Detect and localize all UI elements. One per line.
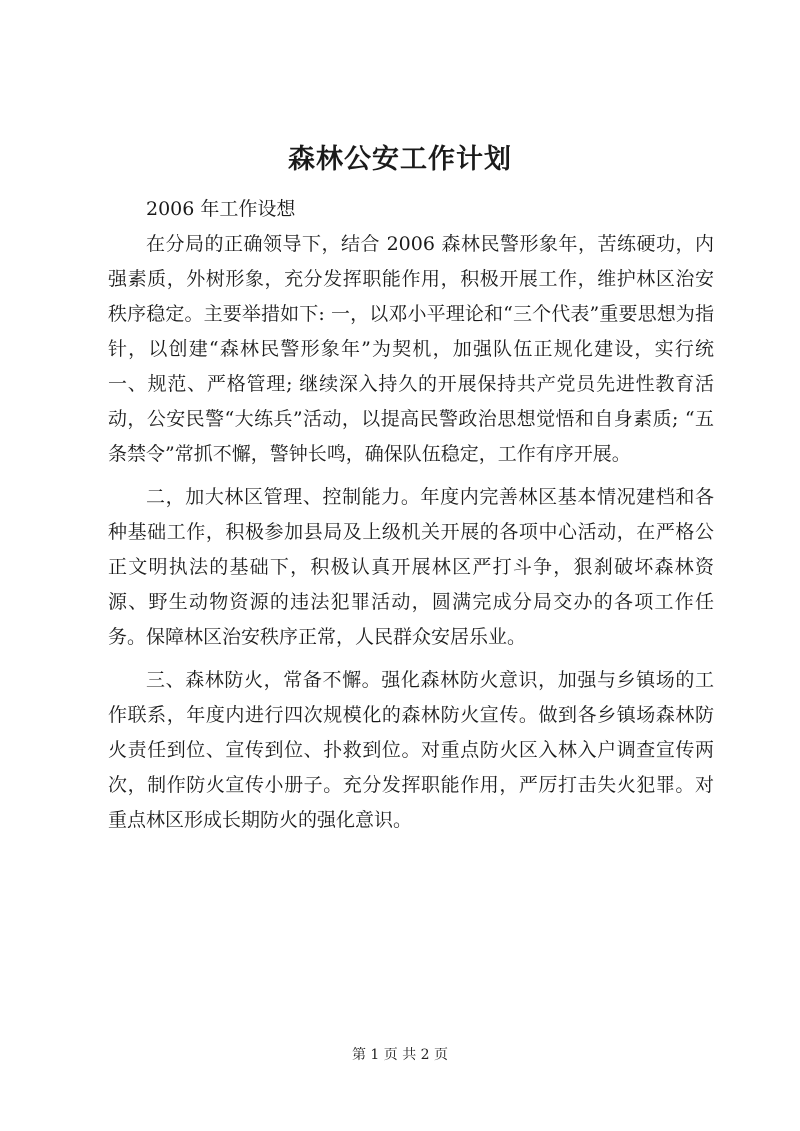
document-title: 森林公安工作计划 (288, 144, 512, 175)
paragraph-1: 在分局的正确领导下，结合 2006 森林民警形象年，苦练硬功，内强素质，外树形象，充分发挥职能作用，积极开展工作，维护林区治安秩序稳定。主要举措如下: 一，以邓小平理论和“三个代表”重要思想为指针，以创建“森林民警形象年”为契机，加强队伍正规化建设，实行统一、规范、严格管理; 继续深入持久的开展保持共产党员先进性教育活动，公安民警“大练兵”活动，以提高民警政治思想觉悟和自身素质; “五条禁令”常抓不懈，警钟长鸣，确保队伍稳定，工作有序开展。 (108, 233, 714, 465)
paragraph-3: 三、森林防火，常备不懈。强化森林防火意识，加强与乡镇场的工作联系，年度内进行四次规模化的森林防火宣传。做到各乡镇场森林防火责任到位、宣传到位、扑救到位。对重点防火区入林入户调查宣传两次，制作防火宣传小册子。充分发挥职能作用，严厉打击失火犯罪。对重点林区形成长期防火的强化意识。 (108, 669, 714, 831)
document-body (108, 192, 714, 838)
page-footer: 第 1 页 共 2 页 (351, 1047, 449, 1063)
subtitle: 2006 年工作设想 (146, 198, 296, 220)
paragraph-2: 二，加大林区管理、控制能力。年度内完善林区基本情况建档和各种基础工作，积极参加县局及上级机关开展的各项中心活动，在严格公正文明执法的基础下，积极认真开展林区严打斗争，狠刹破坏森林资源、野生动物资源的违法犯罪活动，圆满完成分局交办的各项工作任务。保障林区治安秩序正常，人民群众安居乐业。 (108, 486, 714, 648)
